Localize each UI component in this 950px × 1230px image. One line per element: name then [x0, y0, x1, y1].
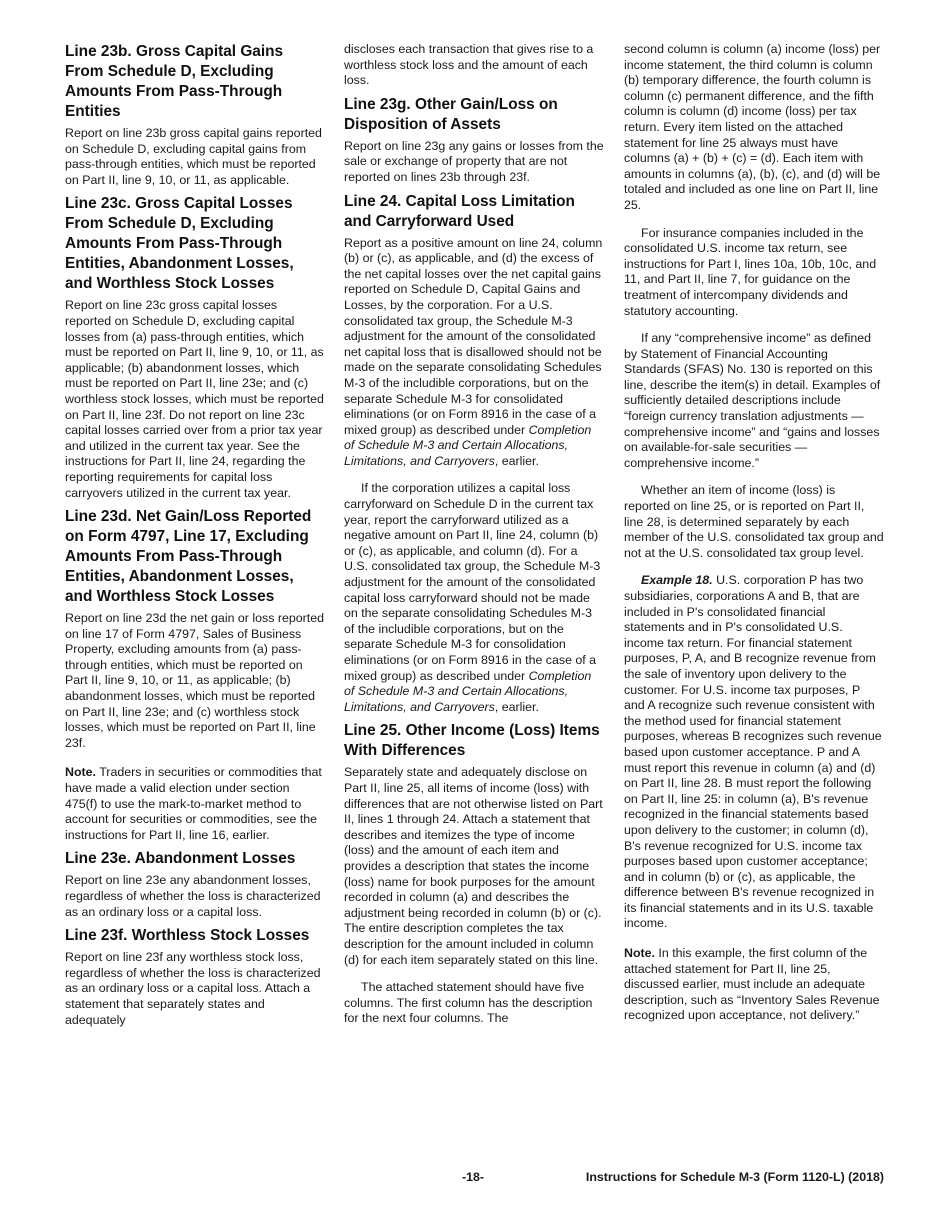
- heading-line-23e: Line 23e. Abandonment Losses: [65, 850, 296, 868]
- note-example: [624, 946, 884, 1024]
- note-label-2: Note.: [624, 946, 655, 961]
- column-1: [65, 42, 325, 1034]
- heading-line-23g: Line 23g. Other Gain/Loss on Disposition of Assets: [344, 95, 558, 133]
- para-comprehensive-income: If any “comprehensive income” as defined by Statement of Financial Accounting Standards (SFAS) No. 130 is reported on this line, describe the item(s) in detail. Examples of sufficiently detailed descriptions include “foreign currency translation adjustments — comprehensive income” and “gains and losses on available-for-sale securities — comprehensive income.”: [624, 331, 881, 470]
- heading-line-23f: Line 23f. Worthless Stock Losses: [65, 927, 310, 945]
- example-label: Example 18.: [641, 573, 713, 588]
- heading-line-23d: Line 23d. Net Gain/Loss Reported on Form 4797, Line 17, Excluding Amounts From Pass-Through Entities, Abandonment Losses, and Worthless Stock Losses: [65, 508, 312, 606]
- para-line-24-a-ref: Completion of Schedule M-3 and Certain Allocations, Limitations, and Carryovers: [344, 422, 592, 468]
- note-text-2: In this example, the first column of the attached statement for Part II, line 25, discussed earlier, must include an adequate description, such as “Inventory Sales Revenue recognized upon acceptance, not delivery.”: [624, 946, 880, 1023]
- note-traders: [65, 765, 325, 843]
- para-line-23f: Report on line 23f any worthless stock loss, regardless of whether the loss is characterized as an ordinary loss or a capital loss. Attach a statement that separately states and adequately: [65, 950, 321, 1027]
- note-label: Note.: [65, 765, 96, 780]
- para-line-24-b: [344, 481, 604, 715]
- example-text: U.S. corporation P has two subsidiaries, corporations A and B, that are included in P's consolidated financial statements and in P's consolidated U.S. income tax return. For financial statement purposes, P, A, and B recognize revenue from the sale of inventory upon delivery to the customer. For U.S. income tax purposes, P and A recognize such revenue consistent with the method used for financial statement purposes, whereas B recognizes such revenue based upon customer acceptance. P and A must report this revenue in column (a) and (d) on Part II, line 28. B must report the following on Part II, line 25: in column (a), B's revenue recognized in the financial statements based upon delivery to the customer; in column (d), B's revenue recognized for U.S. income tax purposes based upon customer acceptance; and in column (b) or (c), as applicable, the difference between B's revenue recognized in its financial statements and in its U.S. taxable income.: [624, 573, 882, 931]
- para-line-25-b-continued: second column is column (a) income (loss) per income statement, the third column is column (b) temporary difference, the fourth column is column (c) permanent difference, and the fifth column is column (d) income (loss) per tax return. Every item listed on the attached statement for line 25 always must have columns (a) + (b) + (c) = (d). Each item with amounts in columns (a), (b), (c), and (d) will be totaled and included as one line on Part II, line 25.: [624, 42, 881, 212]
- para-example-18: [624, 573, 884, 932]
- note-text: Traders in securities or commodities that have made a valid election under section 475(f) to use the mark-to-market method to account for securities or commodities, see the instructions for Part II, line 16, earlier.: [65, 765, 322, 842]
- para-line-24-b-end: , earlier.: [494, 699, 539, 714]
- page-number: -18-: [462, 1170, 485, 1184]
- para-line-24-a-text: Report as a positive amount on line 24, column (b) or (c), as applicable, and (d) the excess of the net capital losses over the net capital gains reported on Schedule D, Capital Gains and Losses, by the corporation. For a U.S. consolidated tax group, the Schedule M-3 adjustment for the amount of the consolidated net capital loss that is disallowed should not be made on the separate consolidating Schedules M-3 of the includible corporations, but on the separate Schedule M-3 for consolidated eliminations (or on Form 8916 in the case of a mixed group) as described under: [344, 235, 603, 437]
- para-line-23e: Report on line 23e any abandonment losses, regardless of whether the loss is characterized as an ordinary loss or a capital loss.: [65, 873, 321, 919]
- heading-line-23c: Line 23c. Gross Capital Losses From Schedule D, Excluding Amounts From Pass-Through Entities, Abandonment Losses, and Worthless Stock Losses: [65, 195, 294, 293]
- para-line-23f-continued: discloses each transaction that gives rise to a worthless stock loss and the amount of each loss.: [344, 42, 594, 88]
- para-line-23b: Report on line 23b gross capital gains reported on Schedule D, excluding capital gains from pass-through entities, which must be reported on Part II, line 9, 10, or 11, as applicable.: [65, 126, 322, 187]
- document-title: Instructions for Schedule M-3 (Form 1120-L) (2018): [585, 1170, 884, 1184]
- para-line-24-a-end: , earlier.: [494, 453, 539, 468]
- para-line-25-a: Separately state and adequately disclose on Part II, line 25, all items of income (loss) with differences that are not otherwise listed on Part II, lines 1 through 24. Attach a statement that describes and itemizes the type of income (loss) and the amount of each item and provides a description that states the income (loss) name for book purposes for the amount recorded in column (a) and describes the adjustment being recorded in column (b) or (c). The entire description completes the tax description for the amount included in column (d) for each item separately stated on this line.: [344, 765, 603, 967]
- para-line-25-b: The attached statement should have five columns. The first column has the description for the next four columns. The: [344, 980, 593, 1026]
- para-insurance: For insurance companies included in the consolidated U.S. income tax return, see instructions for Part I, lines 10a, 10b, 10c, and 11, and Part II, line 7, for guidance on the treatment of intercompany dividends and statutory accounting.: [624, 225, 877, 318]
- para-line-23d: Report on line 23d the net gain or loss reported on line 17 of Form 4797, Sales of Business Property, excluding amounts from (a) pass-through entities, which must be reported on Part II, line 9, 10, or 11, as applicable; (b) abandonment losses, which must be reported on Part II, line 23e; and (c) worthless stock losses, which must be reported on Part II, line 23f.: [65, 611, 324, 750]
- heading-line-24: Line 24. Capital Loss Limitation and Carryforward Used: [344, 192, 575, 230]
- para-line-23g: Report on line 23g any gains or losses from the sale or exchange of property that are not reported on lines 23b through 23f.: [344, 138, 604, 184]
- para-whether: Whether an item of income (loss) is reported on line 25, or is reported on Part II, line 28, is determined separately by each member of the U.S. consolidated tax group and not at the U.S. consolidated tax group level.: [624, 483, 884, 560]
- column-3: [624, 42, 884, 1030]
- para-line-23c: Report on line 23c gross capital losses reported on Schedule D, excluding capital losses from (a) pass-through entities, which must be reported on Part II, line 9, 10, or 11, as applicable; (b) abandonment losses, which must be reported on Part II, line 23e; and (c) worthless stock losses, which must be reported on Part II, line 23f. Do not report on line 23c capital losses carried over from a prior tax year and utilized in the current tax year. See the instructions for Part II, line 24, regarding the reporting requirements for capital loss carryovers utilized in the current tax year.: [65, 298, 324, 500]
- para-line-24-a: [344, 236, 604, 470]
- para-line-24-b-text: If the corporation utilizes a capital loss carryforward on Schedule D in the current tax year, report the carryforward utilized as a negative amount on Part II, line 24, column (b) or (c), as applicable, and column (d). For a U.S. consolidated tax group, the Schedule M-3 adjustment for the amount of the consolidated capital loss carryforward should not be made on the separate consolidating Schedules M-3 of the includible corporations, but on the separate Schedule M-3 for consolidation eliminations (or on Form 8916 in the case of a mixed group) as described under: [344, 481, 601, 683]
- column-2: [344, 42, 604, 1033]
- para-line-24-b-ref: Completion of Schedule M-3 and Certain Allocations, Limitations, and Carryovers: [344, 668, 592, 714]
- heading-line-23b: Line 23b. Gross Capital Gains From Schedule D, Excluding Amounts From Pass-Through Entities: [65, 43, 284, 120]
- heading-line-25: Line 25. Other Income (Loss) Items With Differences: [344, 722, 600, 760]
